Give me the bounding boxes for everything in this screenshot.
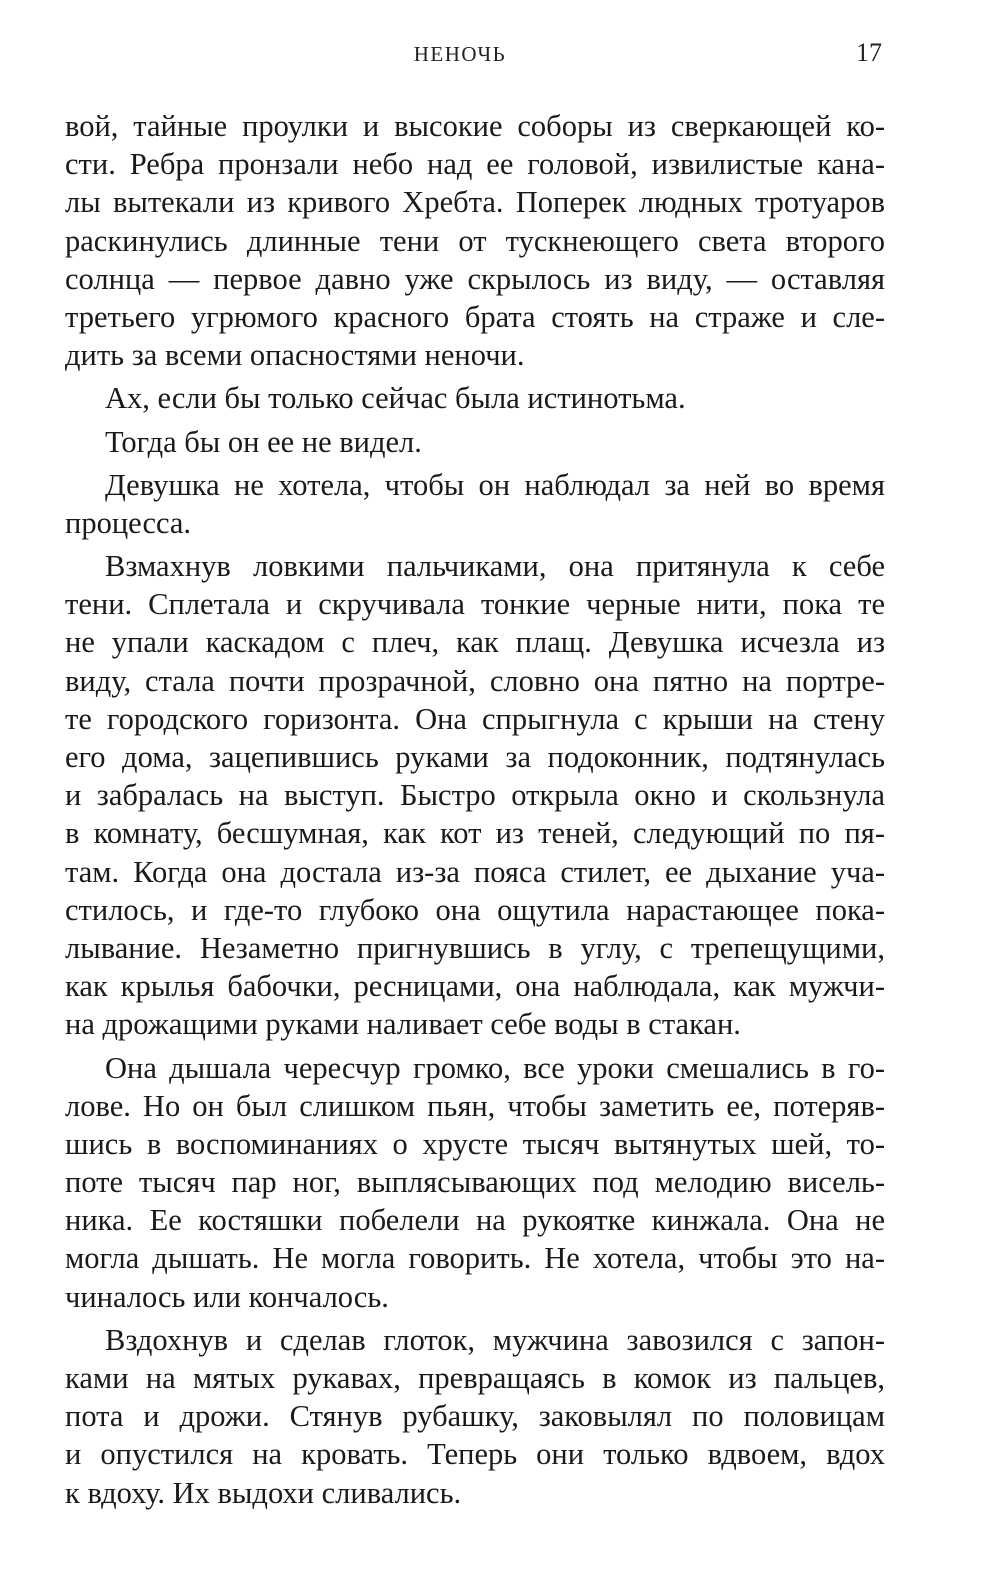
text-line-content: ками на мятых рукавах, превращаясь в комок из пальцев,	[65, 1361, 885, 1395]
paragraph	[65, 466, 885, 542]
paragraph	[65, 1321, 885, 1512]
text-line	[65, 623, 885, 661]
text-line	[65, 1435, 885, 1473]
text-line	[65, 585, 885, 623]
text-line-content: как крылья бабочки, ресницами, она наблюдала, как мужчи-	[65, 969, 885, 1004]
text-line-content: Ах, если бы только сейчас была истинотьма.	[105, 381, 686, 416]
text-line-content: Тогда бы он ее не видел.	[105, 424, 422, 459]
text-line-content: дить за всеми опасностями неночи.	[65, 338, 525, 373]
text-line	[65, 466, 885, 504]
text-line-content: лы вытекали из кривого Хребта. Поперек людных тротуаров	[65, 185, 885, 220]
text-line-content: в комнату, бесшумная, как кот из теней, следующий по пя-	[65, 816, 885, 851]
paragraph	[65, 1049, 885, 1316]
text-line	[65, 662, 885, 700]
text-line-content: ника. Ее костяшки побелели на рукоятке кинжала. Она не	[65, 1203, 885, 1238]
text-line-content: на дрожащими руками наливает себе воды в стакан.	[65, 1007, 741, 1042]
text-line	[65, 183, 885, 221]
text-line	[65, 1087, 885, 1125]
text-line-content: его дома, зацепившись руками за подоконник, подтянулась	[65, 740, 885, 774]
text-line	[65, 222, 885, 260]
text-line	[65, 853, 885, 891]
text-line	[65, 423, 885, 461]
text-line	[65, 260, 885, 298]
text-line	[65, 1163, 885, 1201]
text-line-content: лове. Но он был слишком пьян, чтобы заметить ее, потеряв-	[65, 1088, 885, 1123]
text-line-content: и забралась на выступ. Быстро открыла окно и скользнула	[65, 778, 885, 813]
text-line-content: раскинулись длинные тени от тускнеющего света второго	[65, 223, 885, 258]
text-line	[65, 504, 885, 542]
text-line-content: чиналось или кончалось.	[65, 1279, 389, 1314]
text-line-content: там. Когда она достала из-за пояса стилет, ее дыхание уча-	[65, 854, 885, 889]
text-line	[65, 1239, 885, 1277]
text-line	[65, 1359, 885, 1397]
text-line	[65, 1125, 885, 1163]
text-line	[65, 1005, 885, 1043]
running-title: НЕНОЧЬ	[413, 42, 507, 66]
text-line	[65, 891, 885, 929]
text-line	[65, 776, 885, 814]
text-line-content: тени. Сплетала и скручивала тонкие черные нити, пока те	[65, 587, 885, 622]
text-line	[65, 738, 885, 776]
text-line-content: шись в воспоминаниях о хрусте тысяч вытянутых шей, то-	[65, 1126, 885, 1161]
body-text	[65, 107, 885, 1517]
text-line	[65, 107, 885, 145]
text-line-content: вой, тайные проулки и высокие соборы из сверкающей ко-	[65, 109, 885, 143]
text-line	[65, 929, 885, 967]
text-line	[65, 1321, 885, 1359]
text-line	[65, 1397, 885, 1435]
text-line-content: солнца — первое давно уже скрылось из виду, — оставляя	[65, 261, 885, 296]
text-line	[65, 298, 885, 336]
paragraph	[65, 107, 885, 374]
text-line-content: Взмахнув ловкими пальчиками, она притянула к себе	[105, 549, 885, 584]
text-line	[65, 700, 885, 738]
text-line-content: не упали каскадом с плеч, как плащ. Девушка исчезла из	[65, 625, 885, 660]
text-line-content: те городского горизонта. Она спрыгнула с крыши на стену	[65, 701, 885, 736]
text-line	[65, 547, 885, 585]
text-line	[65, 336, 885, 374]
paragraph	[65, 379, 885, 417]
text-line-content: стилось, и где-то глубоко она ощутила нарастающее пока-	[65, 892, 885, 927]
paragraph	[65, 547, 885, 1043]
text-line	[65, 1474, 885, 1512]
text-line	[65, 1049, 885, 1087]
text-line-content: могла дышать. Не могла говорить. Не хотела, чтобы это на-	[65, 1241, 885, 1276]
page-number: 17	[856, 38, 882, 67]
text-line-content: пота и дрожи. Стянув рубашку, заковылял по половицам	[65, 1399, 885, 1434]
text-line-content: виду, стала почти прозрачной, словно она пятно на портре-	[65, 663, 885, 698]
text-line-content: и опустился на кровать. Теперь они только вдвоем, вдох	[65, 1437, 885, 1472]
text-line	[65, 814, 885, 852]
text-line-content: сти. Ребра пронзали небо над ее головой, извилистые кана-	[65, 147, 885, 182]
paragraph	[65, 423, 885, 461]
text-line-content: Она дышала чересчур громко, все уроки смешались в го-	[105, 1050, 885, 1085]
text-line-content: к вдоху. Их выдохи сливались.	[65, 1475, 462, 1510]
text-line	[65, 1278, 885, 1316]
text-line-content: Девушка не хотела, чтобы он наблюдал за ней во время	[105, 467, 885, 502]
text-line-content: процесса.	[65, 505, 192, 540]
text-line-content: лывание. Незаметно пригнувшись в углу, с трепещущими,	[65, 930, 885, 965]
text-line	[65, 1201, 885, 1239]
text-line	[65, 967, 885, 1005]
text-line	[65, 145, 885, 183]
text-line-content: Вздохнув и сделав глоток, мужчина завозился с запон-	[105, 1322, 885, 1357]
text-line-content: третьего угрюмого красного брата стоять на страже и сле-	[65, 299, 885, 334]
text-line	[65, 379, 885, 417]
text-line-content: поте тысяч пар ног, выплясывающих под мелодию висель-	[65, 1165, 885, 1200]
